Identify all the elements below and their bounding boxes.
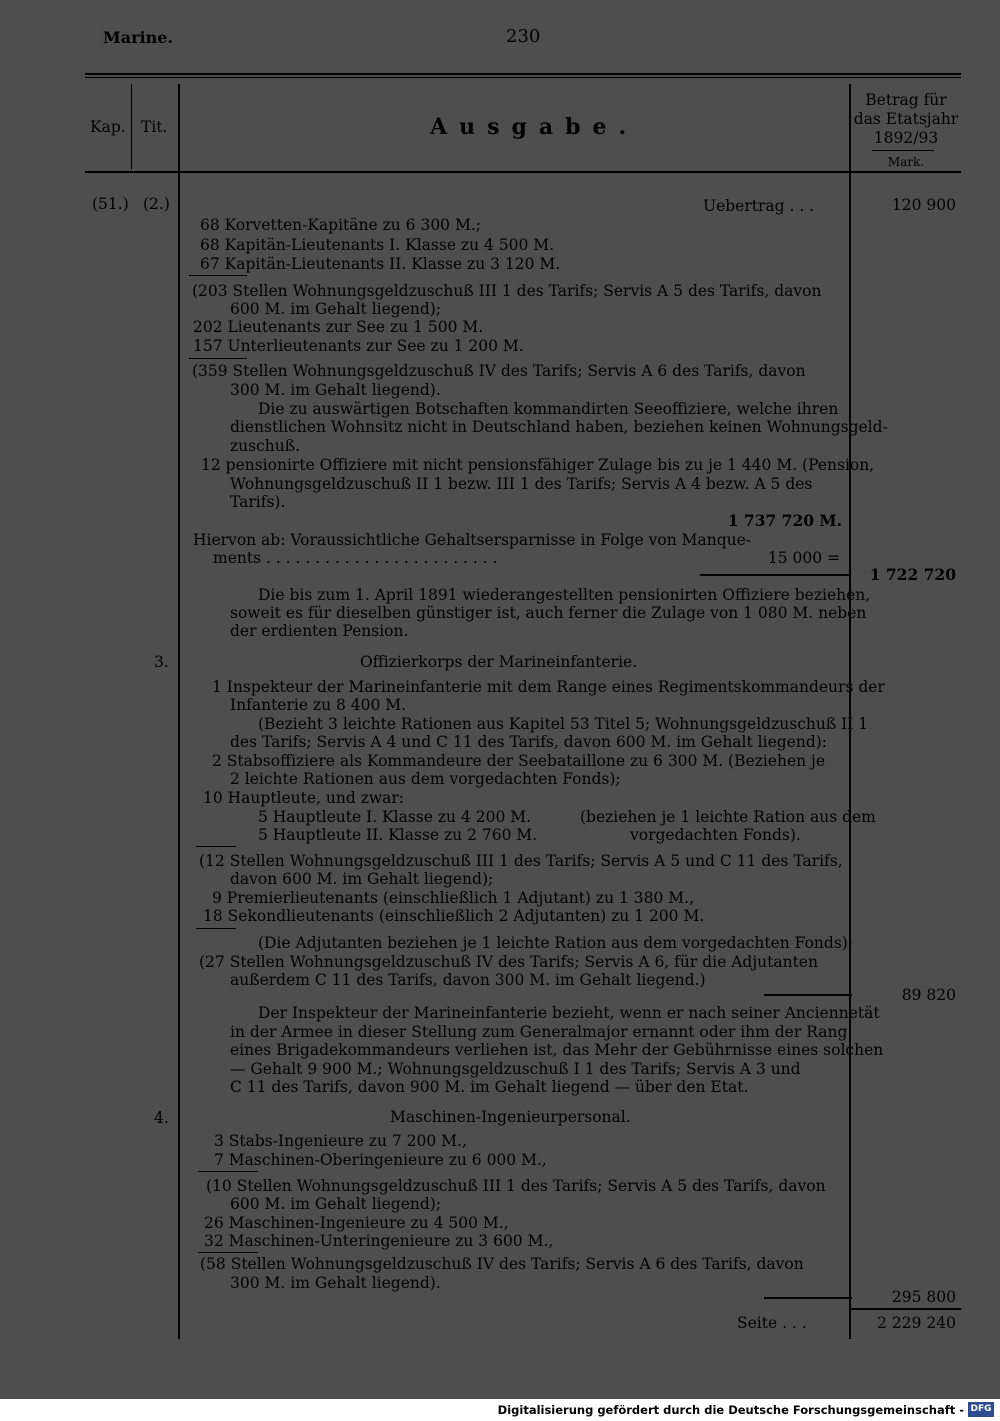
text-line: Infanterie zu 8 400 M. [230,696,407,714]
subtotal-value-3: 295 800 [891,1288,956,1306]
subtotal-rule [700,574,851,576]
header-tit: Tit. [141,118,168,136]
text-line: 2 Stabsoffiziere als Kommandeure der Seebataillone zu 6 300 M. (Beziehen je [212,752,826,770]
text-line: 9 Premierlieutenants (einschließlich 1 Adjutant) zu 1 380 M., [212,889,694,907]
text-line: (203 Stellen Wohnungsgeldzuschuß III 1 des Tarifs; Servis A 5 des Tarifs, davon [192,282,822,300]
text-line: 5 Hauptleute I. Klasse zu 4 200 M. [258,808,532,826]
text-line: Wohnungsgeldzuschuß II 1 bezw. III 1 des Tarifs; Servis A 4 bezw. A 5 des [230,475,813,493]
text-line: 67 Kapitän-Lieutenants II. Klasse zu 3 120 M. [200,255,561,273]
text-line: 18 Sekondlieutenants (einschließlich 2 Adjutanten) zu 1 200 M. [203,907,705,925]
text-line: (27 Stellen Wohnungsgeldzuschuß IV des Tarifs; Servis A 6, für die Adjutanten [199,953,818,971]
text-line: 300 M. im Gehalt liegend). [230,381,441,399]
sum-rule [198,1171,258,1172]
sum-rule [196,846,236,847]
tit-number-2: (2.) [143,195,170,213]
text-line: (Bezieht 3 leichte Rationen aus Kapitel 53 Titel 5; Wohnungsgeldzuschuß II 1 [258,715,869,733]
text-line: 202 Lieutenants zur See zu 1 500 M. [193,318,484,336]
text-line: 10 Hauptleute, und zwar: [203,789,405,807]
text-line: 2 leichte Rationen aus dem vorgedachten Fonds); [230,770,621,788]
header-unit: Mark. [887,155,925,169]
text-line: 7 Maschinen-Oberingenieure zu 6 000 M., [214,1151,547,1169]
subtotal-value-2: 89 820 [901,986,956,1004]
table-top-rule [85,73,961,75]
sum-rule [196,928,236,929]
text-line: — Gehalt 9 900 M.; Wohnungsgeldzuschuß I 1 des Tarifs; Servis A 3 und [230,1060,801,1078]
text-line: Die zu auswärtigen Botschaften kommandirten Seeoffiziere, welche ihren [258,400,839,418]
text-line: des Tarifs; Servis A 4 und C 11 des Tarifs, davon 600 M. im Gehalt liegend): [230,733,828,751]
text-line: 32 Maschinen-Unteringenieure zu 3 600 M., [204,1232,554,1250]
col-divider-amount [849,84,851,1339]
text-line: in der Armee in dieser Stellung zum Generalmajor ernannt oder ihm der Rang [230,1023,848,1041]
text-line: 68 Kapitän-Lieutenants I. Klasse zu 4 500 M. [200,236,555,254]
deduction-value: 15 000 = [767,549,840,567]
text-line: (359 Stellen Wohnungsgeldzuschuß IV des Tarifs; Servis A 6 des Tarifs, davon [192,362,806,380]
carryover-value: 120 900 [891,196,956,214]
sum-rule [189,275,247,276]
col-divider-tit [178,84,180,1339]
section-heading: Offizierkorps der Marineinfanterie. [360,653,638,671]
page-total-value: 2 229 240 [877,1314,956,1332]
header-unit-rule [872,150,934,151]
text-line: davon 600 M. im Gehalt liegend); [230,870,494,888]
sum-rule [189,358,247,359]
page-number: 230 [506,26,541,47]
carryover-label: Uebertrag . . . [703,197,815,215]
subtotal-rule [764,1297,852,1299]
header-amount-1: Betrag für [865,91,947,109]
intermediate-sum: 1 737 720 M. [727,511,842,530]
text-line: der erdienten Pension. [230,622,409,640]
text-line: C 11 des Tarifs, davon 900 M. im Gehalt liegend — über den Etat. [230,1078,749,1096]
text-line: 600 M. im Gehalt liegend); [230,1195,442,1213]
text-line: Die bis zum 1. April 1891 wiederangestellten pensionirten Offiziere beziehen, [258,586,871,604]
sum-rule [198,1252,258,1253]
text-line: 68 Korvetten-Kapitäne zu 6 300 M.; [200,216,481,234]
header-amount-2: das Etatsjahr [853,110,959,128]
text-line: (10 Stellen Wohnungsgeldzuschuß III 1 des Tarifs; Servis A 5 des Tarifs, davon [206,1177,826,1195]
text-line: zuschuß. [230,437,301,455]
text-line: ments . . . . . . . . . . . . . . . . . . . . . . . . [213,549,498,567]
text-line: 3 Stabs-Ingenieure zu 7 200 M., [214,1132,467,1150]
kap-number: (51.) [92,195,129,213]
page-total-label: Seite . . . [737,1314,807,1332]
table-top-rule-2 [85,77,961,78]
text-line: außerdem C 11 des Tarifs, davon 300 M. im Gehalt liegend.) [230,971,706,989]
footer-credit: Digitalisierung gefördert durch die Deutsche Forschungsgemeinschaft - [497,1403,964,1417]
subtotal-rule [764,994,852,996]
text-line: (12 Stellen Wohnungsgeldzuschuß III 1 des Tarifs; Servis A 5 und C 11 des Tarifs, [199,852,843,870]
text-line: (Die Adjutanten beziehen je 1 leichte Ration aus dem vorgedachten Fonds); [258,934,854,952]
dfg-logo: DFG [968,1402,994,1417]
text-line: dienstlichen Wohnsitz nicht in Deutschland haben, beziehen keinen Wohnungsgeld- [230,418,888,436]
text-line: eines Brigadekommandeurs verliehen ist, das Mehr der Gebührnisse eines solchen [230,1041,884,1059]
tit-number-4: 4. [154,1109,169,1127]
col-divider-kap [131,84,132,169]
section-heading: Maschinen-Ingenieurpersonal. [390,1108,631,1126]
text-line: Tarifs). [230,493,286,511]
text-line: 300 M. im Gehalt liegend). [230,1274,441,1292]
total-rule [851,1308,961,1310]
header-kap: Kap. [90,118,126,136]
text-line: 157 Unterlieutenants zur See zu 1 200 M. [193,337,524,355]
header-title: Ausgabe. [430,114,639,140]
text-line: 12 pensionirte Offiziere mit nicht pensionsfähiger Zulage bis zu je 1 440 M. (Pension, [201,456,875,474]
text-line: 5 Hauptleute II. Klasse zu 2 760 M. [258,826,538,844]
tit-number-3: 3. [154,653,169,671]
header-bottom-rule [85,171,961,173]
section-title: Marine. [103,28,173,47]
subtotal-value-1: 1 722 720 [869,565,956,584]
text-line: 600 M. im Gehalt liegend); [230,300,442,318]
text-line: soweit es für dieselben günstiger ist, auch ferner die Zulage von 1 080 M. neben [230,604,867,622]
text-line: (58 Stellen Wohnungsgeldzuschuß IV des Tarifs; Servis A 6 des Tarifs, davon [200,1255,804,1273]
text-line: 26 Maschinen-Ingenieure zu 4 500 M., [204,1214,509,1232]
text-line: Hiervon ab: Voraussichtliche Gehaltsersparnisse in Folge von Manque- [193,531,752,549]
text-line: (beziehen je 1 leichte Ration aus dem [580,808,876,826]
header-amount-3: 1892/93 [873,129,939,147]
text-line: Der Inspekteur der Marineinfanterie bezieht, wenn er nach seiner Anciennetät [258,1004,880,1022]
footer-banner [0,1399,1000,1421]
text-line: vorgedachten Fonds). [630,826,801,844]
text-line: 1 Inspekteur der Marineinfanterie mit dem Range eines Regimentskommandeurs der [212,678,885,696]
